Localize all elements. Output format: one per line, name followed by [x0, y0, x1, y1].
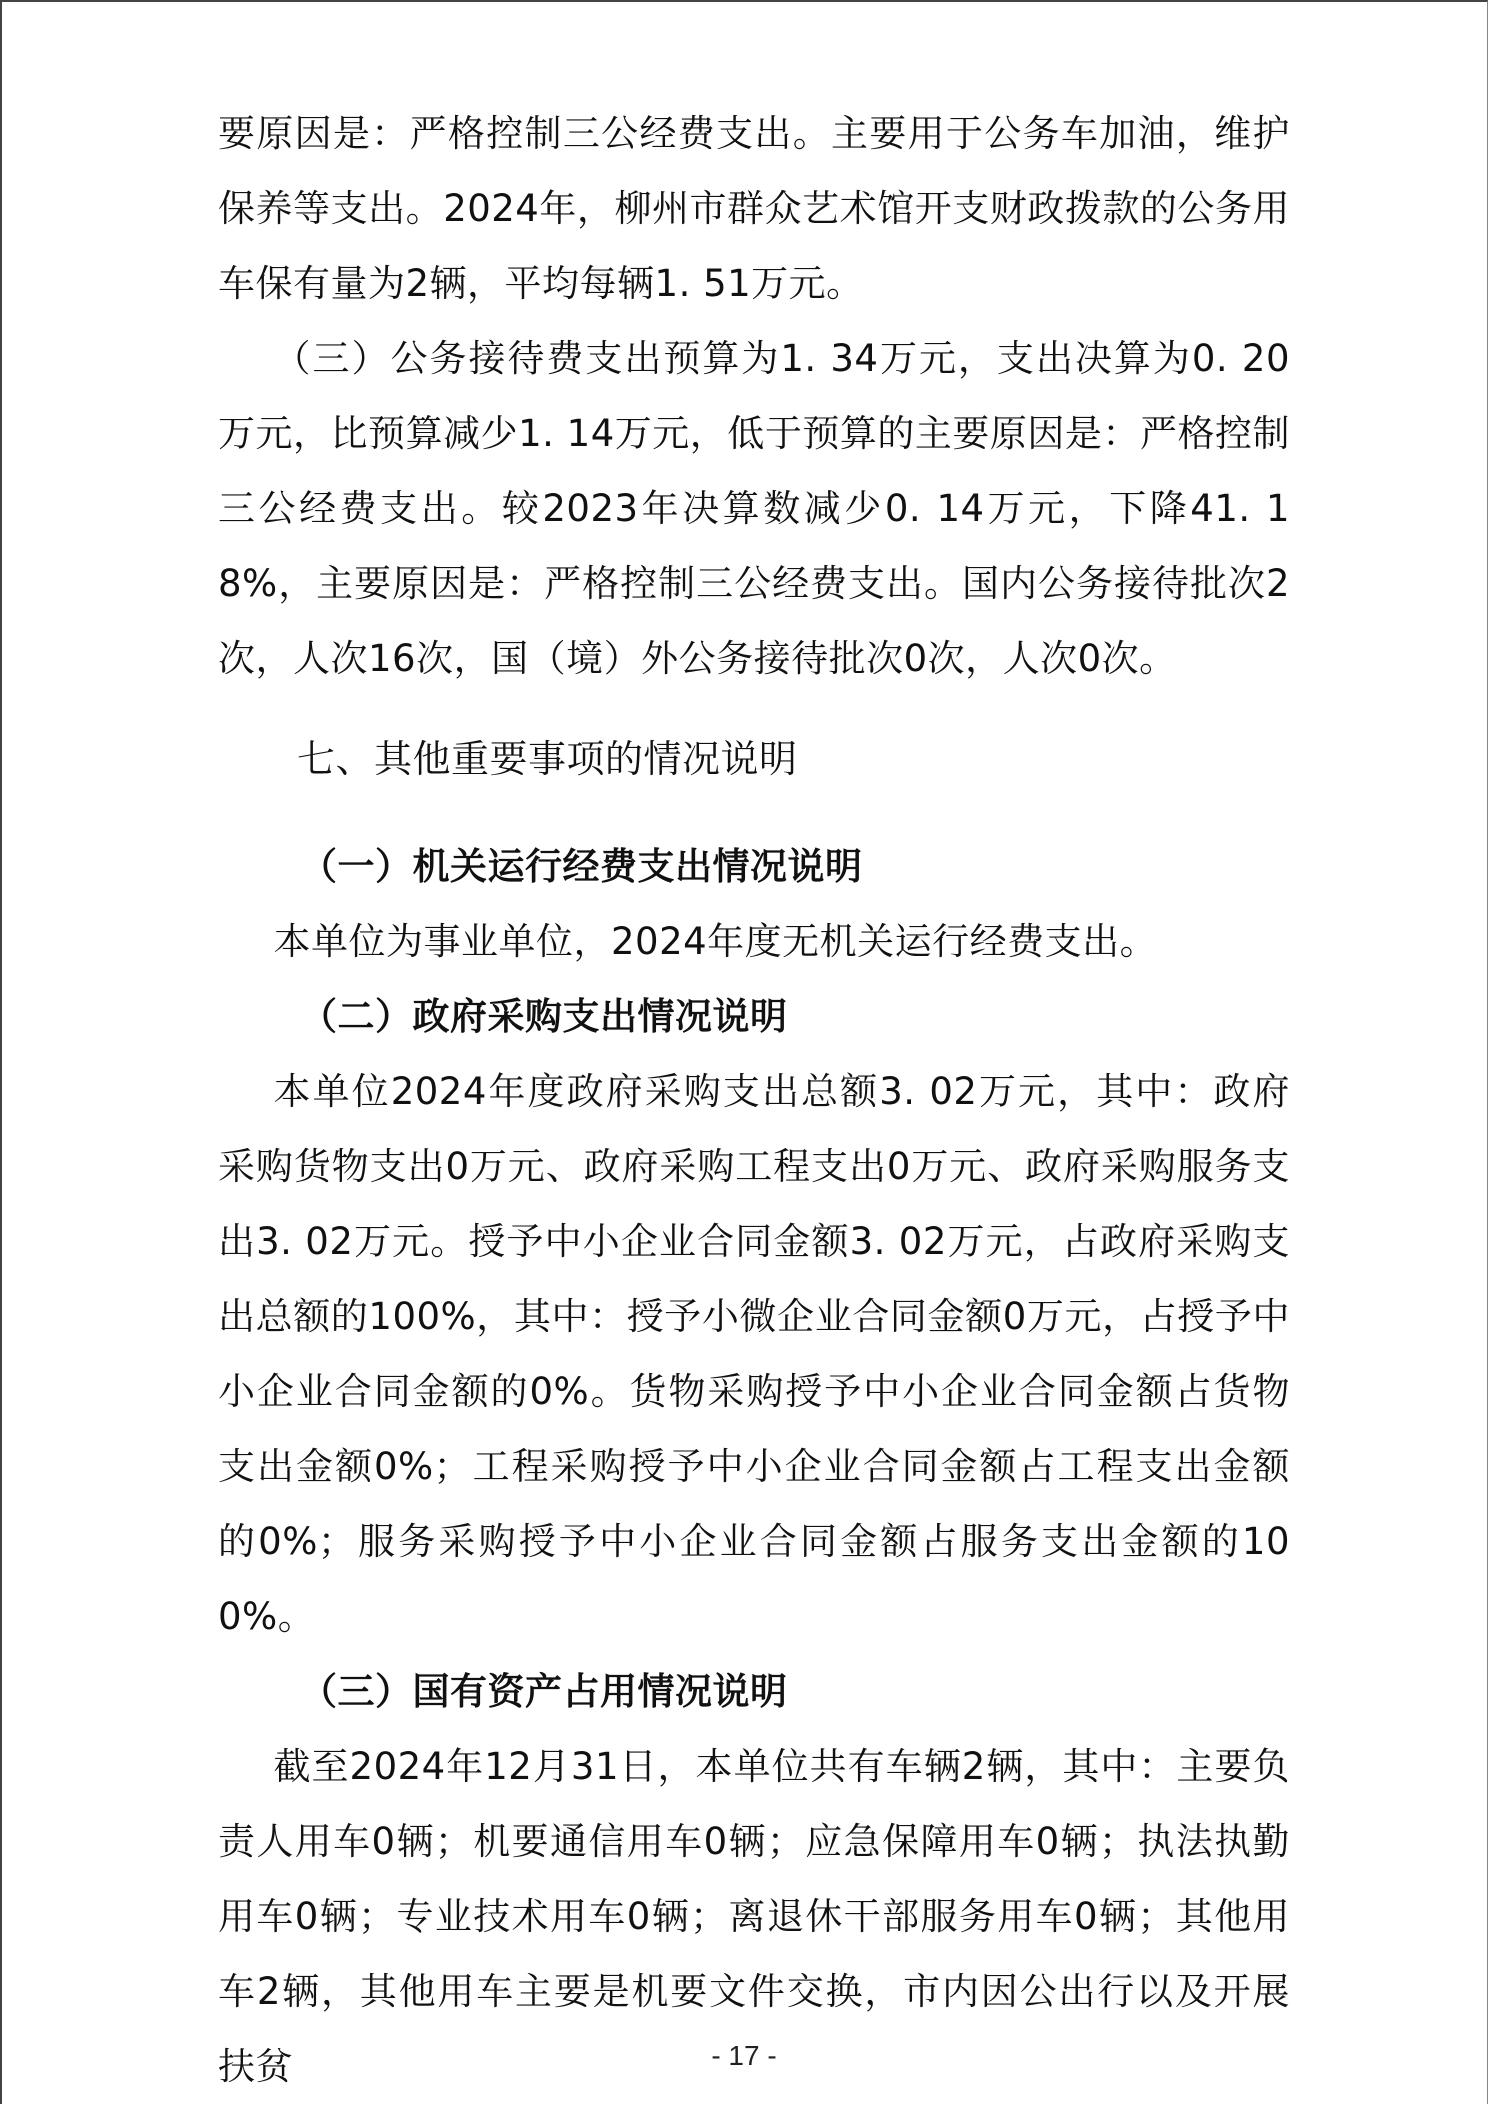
- paragraph-reception-expense: （三）公务接待费支出预算为1. 34万元，支出决算为0. 20万元，比预算减少1. 14万元，低于预算的主要原因是：严格控制三公经费支出。较2023年决算数减少0. 14万元，下降41. 18%，主要原因是：严格控制三公经费支出。国内公务接待批次2次，人次16次，国（境）外公务接待批次0次，人次0次。: [218, 337, 1290, 680]
- subsection-title-state-assets: （三）国有资产占用情况说明: [300, 1670, 788, 1713]
- paragraph-vehicle-summary: 要原因是：严格控制三公经费支出。主要用于公务车加油，维护保养等支出。2024年，柳州市群众艺术馆开支财政拨款的公务用车保有量为2辆，平均每辆1. 51万元。: [218, 112, 1290, 305]
- paragraph-operating-expense: 本单位为事业单位，2024年度无机关运行经费支出。: [273, 920, 1158, 963]
- subsection-title-procurement: （二）政府采购支出情况说明: [300, 995, 788, 1038]
- section-title-other-matters: 七、其他重要事项的情况说明: [297, 737, 798, 781]
- subsection-title-operating-expense: （一）机关运行经费支出情况说明: [300, 845, 863, 888]
- paragraph-state-assets: 截至2024年12月31日，本单位共有车辆2辆，其中：主要负责人用车0辆；机要通信用车0辆；应急保障用车0辆；执法执勤用车0辆；专业技术用车0辆；离退休干部服务用车0辆；其他用车2辆，其他用车主要是机要文件交换，市内因公出行以及开展扶贫: [218, 1745, 1290, 2088]
- paragraph-procurement: 本单位2024年度政府采购支出总额3. 02万元，其中：政府采购货物支出0万元、政府采购工程支出0万元、政府采购服务支出3. 02万元。授予中小企业合同金额3. 02万元，占政府采购支出总额的100%，其中：授予小微企业合同金额0万元，占授予中小企业合同金额的0%。货物采购授予中小企业合同金额占货物支出金额0%；工程采购授予中小企业合同金额占工程支出金额的0%；服务采购授予中小企业合同金额占服务支出金额的100%。: [218, 1070, 1290, 1638]
- page-number: - 17 -: [711, 2040, 777, 2071]
- document-body: [218, 96, 1290, 2104]
